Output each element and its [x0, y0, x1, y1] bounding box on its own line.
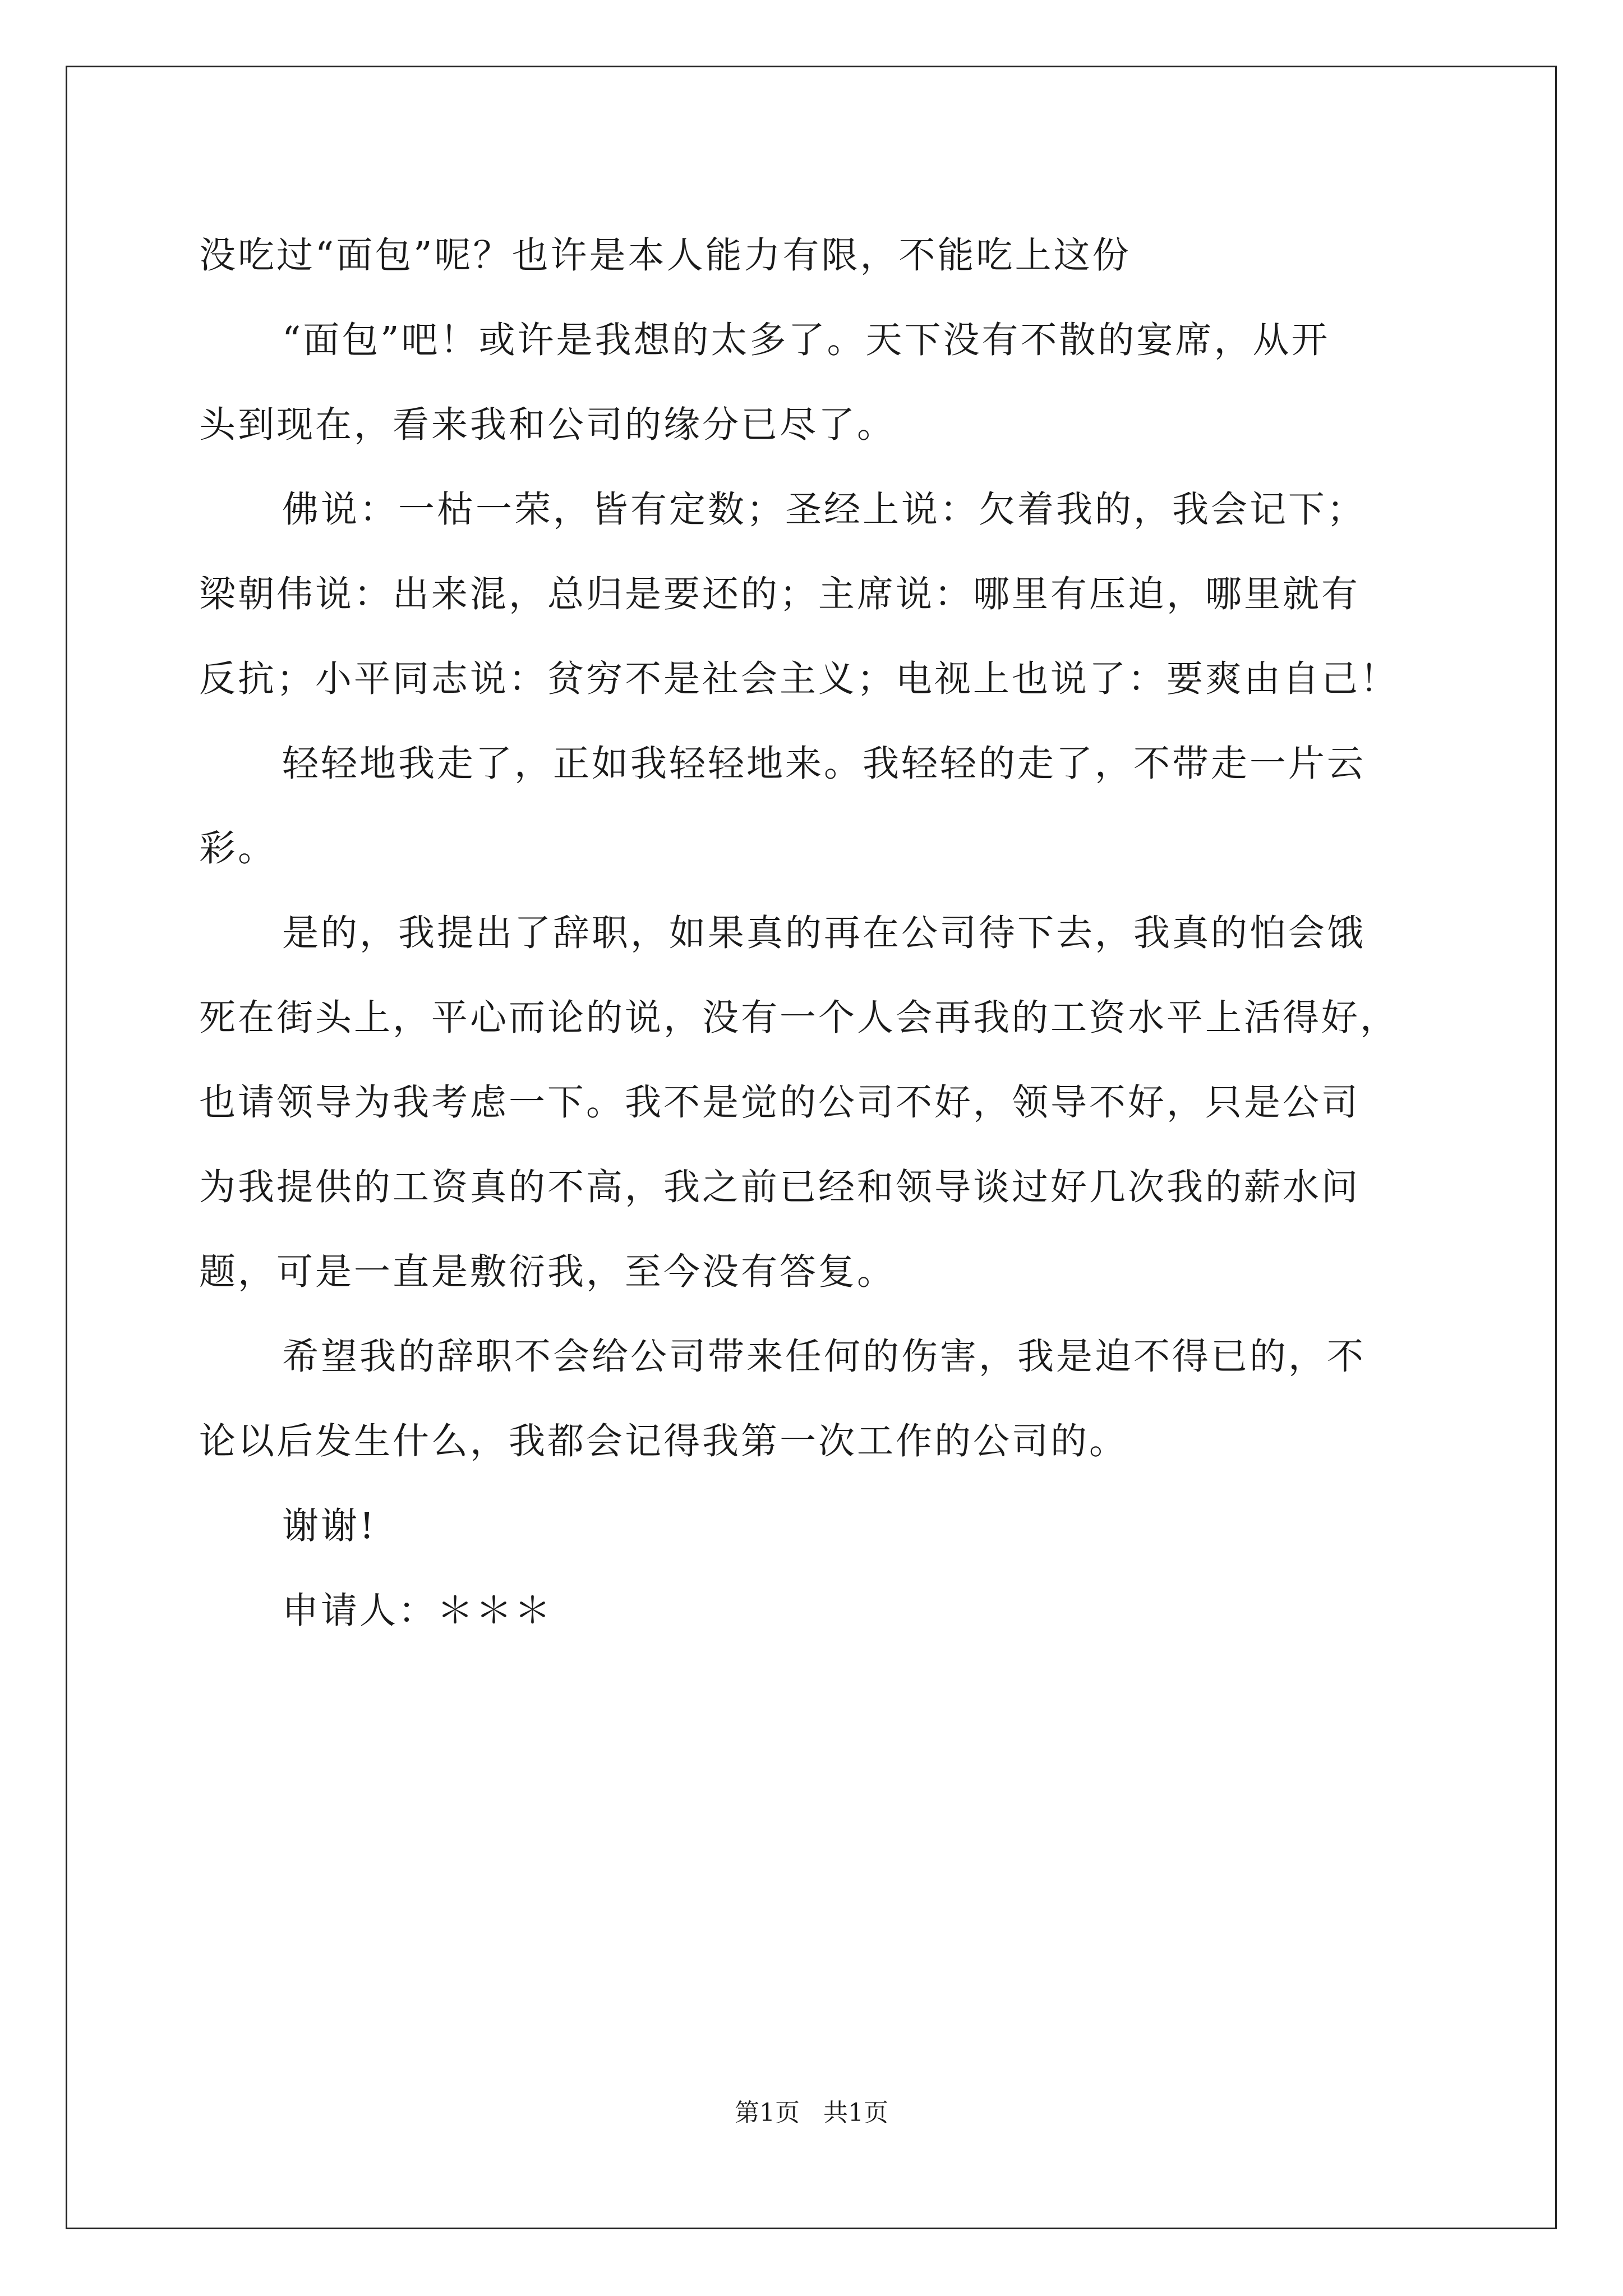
text-line: 反抗；小平同志说：贫穷不是社会主义；电视上也说了：要爽由自己！ — [199, 658, 1399, 700]
page-number-footer: 第1页 共1页 — [735, 2099, 888, 2127]
signature-line: 申请人：＊＊＊ — [282, 1590, 554, 1632]
text-line: 希望我的辞职不会给公司带来任何的伤害，我是迫不得已的，不 — [282, 1336, 1366, 1378]
text-line: 彩。 — [199, 827, 277, 869]
text-line: 头到现在，看来我和公司的缘分已尽了。 — [199, 404, 896, 446]
text-line: 题，可是一直是敷衍我，至今没有答复。 — [199, 1251, 896, 1293]
text-line: 梁朝伟说：出来混，总归是要还的；主席说：哪里有压迫，哪里就有 — [199, 573, 1361, 615]
text-line: “面包”吧！或许是我想的太多了。天下没有不散的宴席，从开 — [282, 319, 1330, 361]
text-line: 死在街头上，平心而论的说，没有一个人会再我的工资水平上活得好， — [199, 997, 1399, 1039]
text-line: 是的，我提出了辞职，如果真的再在公司待下去，我真的怕会饿 — [282, 912, 1366, 954]
text-line: 也请领导为我考虑一下。我不是觉的公司不好，领导不好，只是公司 — [199, 1082, 1361, 1124]
closing-thanks: 谢谢! — [282, 1505, 377, 1547]
text-line: 论以后发生什么，我都会记得我第一次工作的公司的。 — [199, 1420, 1128, 1462]
text-line: 佛说：一枯一荣，皆有定数；圣经上说：欠着我的，我会记下； — [282, 489, 1366, 531]
text-line: 轻轻地我走了，正如我轻轻地来。我轻轻的走了，不带走一片云 — [282, 743, 1366, 785]
text-line: 为我提供的工资真的不高，我之前已经和领导谈过好几次我的薪水问 — [199, 1166, 1361, 1208]
document-body — [199, 213, 1433, 1653]
text-line: 没吃过“面包”呢？也许是本人能力有限，不能吃上这份 — [199, 234, 1131, 277]
